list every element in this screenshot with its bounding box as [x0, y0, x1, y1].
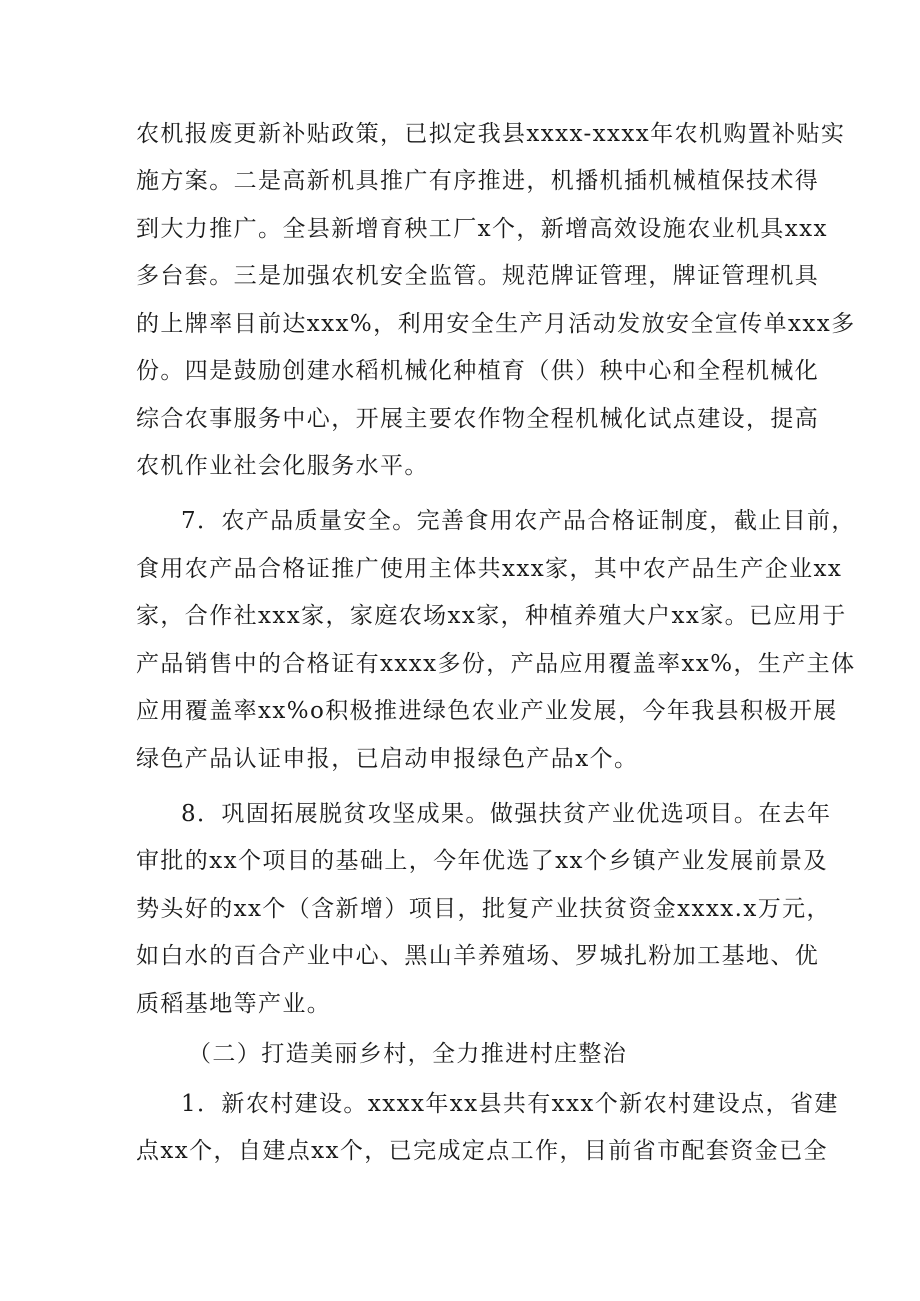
- text-line: 到大力推广。全县新增育秧工厂x个，新增高效设施农业机具xxx: [136, 216, 828, 242]
- text-line: 质稻基地等产业。: [136, 991, 332, 1017]
- text-line: 应用覆盖率xx%o积极推进绿色农业产业发展，今年我县积极开展: [136, 698, 838, 724]
- text-line: 的上牌率目前达xxx%，利用安全生产月活动发放安全宣传单xxx多: [136, 311, 856, 337]
- section-heading: （二）打造美丽乡村，全力推进村庄整治: [188, 1041, 628, 1067]
- text-line: 多台套。三是加强农机安全监管。规范牌证管理，牌证管理机具: [136, 263, 820, 289]
- text-line: 绿色产品认证申报，已启动申报绿色产品x个。: [136, 746, 639, 772]
- text-line: 农机作业社会化服务水平。: [136, 453, 429, 479]
- paragraph-8-first-line: 8．巩固拓展脱贫攻坚成果。做强扶贫产业优选项目。在去年: [181, 801, 832, 827]
- text-line: 综合农事服务中心，开展主要农作物全程机械化试点建设，提高: [136, 406, 820, 432]
- text-line: 产品销售中的合格证有xxxx多份，产品应用覆盖率xx%，生产主体: [136, 651, 856, 677]
- text-line: 点xx个，自建点xx个，已完成定点工作，目前省市配套资金已全: [136, 1138, 828, 1164]
- paragraph-1-first-line: 1．新农村建设。xxxx年xx县共有xxx个新农村建设点，省建: [181, 1091, 839, 1117]
- text-line: 农机报废更新补贴政策，已拟定我县xxxx-xxxx年农机购置补贴实: [136, 121, 846, 147]
- text-line: 如白水的百合产业中心、黑山羊养殖场、罗城扎粉加工基地、优: [136, 943, 820, 969]
- text-line: 份。四是鼓励创建水稻机械化种植育（供）秧中心和全程机械化: [136, 358, 820, 384]
- text-line: 家，合作社xxx家，家庭农场xx家，种植养殖大户xx家。已应用于: [136, 603, 847, 629]
- text-line: 施方案。二是高新机具推广有序推进，机播机插机械植保技术得: [136, 168, 820, 194]
- text-line: 势头好的xx个（含新增）项目，批复产业扶贫资金xxxx.x万元，: [136, 896, 831, 922]
- paragraph-7-first-line: 7．农产品质量安全。完善食用农产品合格证制度，截止目前，: [181, 508, 856, 534]
- text-line: 审批的xx个项目的基础上，今年优选了xx个乡镇产业发展前景及: [136, 848, 828, 874]
- text-line: 食用农产品合格证推广使用主体共xxx家，其中农产品生产企业xx: [136, 556, 843, 582]
